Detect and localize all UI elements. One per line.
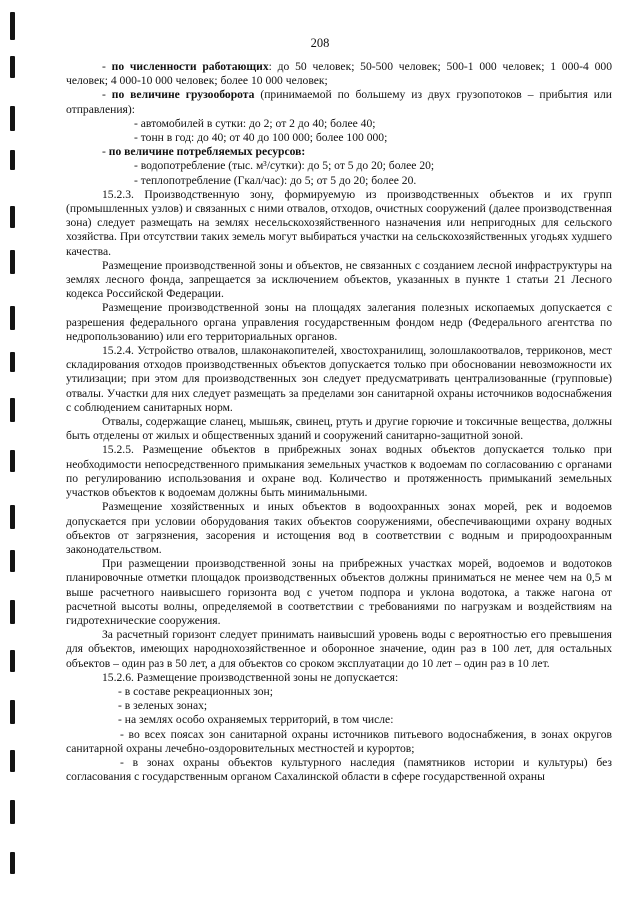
list-item-cargo: - по величине грузооборота (принимаемой по большему из двух грузопотоков – прибытия или отправления): (66, 88, 612, 116)
paragraph: Отвалы, содержащие сланец, мышьяк, свинец, ртуть и другие горючие и токсичные вещества, должны быть отделены от жилых и общественных зданий и сооружений санитарно-защитной зоной. (66, 415, 612, 443)
document-body (66, 60, 612, 784)
paragraph: 15.2.5. Размещение объектов в прибрежных зонах водных объектов допускается только при необходимости непосредственного примыкания земельных участков к водоемам по согласованию с органами по регулированию использования и охране вод. Количество и протяженность примыканий земельных участков объектов к водоемам должны быть минимальными. (66, 443, 612, 500)
scan-edge-mark (10, 650, 15, 672)
list-item: - в составе рекреационных зон; (118, 684, 273, 698)
scan-edge-mark (10, 352, 15, 372)
scan-edge-mark (10, 700, 15, 724)
list-item: - в зеленых зонах; (118, 699, 208, 713)
scan-edge-mark (10, 398, 15, 422)
scan-edge-mark (10, 750, 15, 772)
sub-item: - автомобилей в сутки: до 2; от 2 до 40; более 40; (134, 116, 376, 130)
sub-item: - тонн в год: до 40; от 40 до 100 000; более 100 000; (134, 131, 388, 145)
scan-edge-mark (10, 206, 15, 228)
list-item-employees: - по численности работающих: до 50 человек; 50-500 человек; 500-1 000 человек; 1 000-4 000 человек; 4 000-10 000 человек; более 10 000 человек; (66, 60, 613, 88)
scan-edge-mark (10, 550, 15, 572)
paragraph: Размещение производственной зоны и объектов, не связанных с созданием лесной инфраструктуры на землях лесного фонда, запрещается за исключением объектов, указанных в пункте 1 статьи 21 Лесного кодекса Российской Федерации. (66, 258, 612, 301)
scan-edge-mark (10, 150, 15, 170)
paragraph: Размещение хозяйственных и иных объектов в водоохранных зонах морей, рек и водоемов допускается при условии оборудования таких объектов сооружениями, обеспечивающими охрану водных объектов от загрязнения, засорения и истощения вод в соответствии с водным и природоохранным законодательством. (66, 500, 612, 556)
criterion-values: : до 50 человек; 50-500 человек; 500-1 000 человек; 1 000-4 000 человек; 4 000-10 000 человек; более 10 000 человек; (66, 60, 613, 88)
criterion-values: (принимаемой по большему из двух грузопотоков – прибытия или отправления): (66, 88, 612, 116)
paragraph: За расчетный горизонт следует принимать наивысший уровень воды с вероятностью его превышения для объектов, имеющих народнохозяйственное и оборонное значение, один раз в 100 лет, для остальных объектов – один раз в 50 лет, а для объектов со сроком эксплуатации до 10 лет – один раз в 10 лет. (66, 628, 612, 670)
paragraph: 15.2.3. Производственную зону, формируемую из производственных объектов и их групп (промышленных узлов) и связанных с ними отвалов, отходов, очистных сооружений (далее производственная зона) следует размещать на землях несельскохозяйственного назначения или непригодных для сельского хозяйства. При отсутствии таких земель могут выбираться участки на сельскохозяйственных угодьях худшего качества. (66, 187, 612, 258)
sub-item: - теплопотребление (Гкал/час): до 5; от 5 до 20; более 20. (134, 173, 417, 187)
sub-item: - в зонах охраны объектов культурного наследия (памятников истории и культуры) без согласования с государственным органом Сахалинской области в сфере государственной охраны (66, 755, 612, 784)
scan-edge-mark (10, 56, 15, 78)
scan-edge-mark (10, 306, 15, 330)
scan-edge-mark (10, 600, 15, 624)
scan-edge-mark (10, 250, 15, 274)
scan-edge-mark (10, 505, 15, 529)
paragraph: При размещении производственной зоны на прибрежных участках морей, водоемов и водотоков планировочные отметки площадок производственных объектов должны приниматься не менее чем на 0,5 м выше расчетного наивысшего горизонта вод с учетом подпора и уклона водотока, а также нагона от расчетной высоты волны, определяемой в соответствии с требованиями по нагрузкам и воздействиям на гидротехнические сооружения. (66, 557, 612, 627)
paragraph: 15.2.6. Размещение производственной зоны не допускается: (102, 670, 399, 684)
paragraph: Размещение производственной зоны на площадях залегания полезных ископаемых допускается с разрешения федерального органа управления государственным фондом недр (Федерального агентства по недропользованию) или его территориальных органов. (66, 301, 612, 343)
sub-item: - водопотребление (тыс. м³/сутки): до 5; от 5 до 20; более 20; (134, 159, 435, 173)
page-number: 208 (310, 36, 330, 50)
criterion-label: по величине грузооборота (111, 88, 255, 102)
criterion-label: по численности работающих (111, 60, 269, 73)
list-item: - на землях особо охраняемых территорий, в том числе: (118, 713, 394, 727)
scan-edge-mark (10, 800, 15, 824)
sub-item: - во всех поясах зон санитарной охраны источников питьевого водоснабжения, в зонах округов санитарной охраны лечебно-оздоровительных местностей и курортов; (66, 727, 612, 755)
scan-edge-mark (10, 106, 15, 131)
scan-edge-mark (10, 450, 15, 472)
paragraph: 15.2.4. Устройство отвалов, шлаконакопителей, хвостохранилищ, золошлакоотвалов, терриконов, мест складирования отходов производственных объектов допускается только при обосновании невозможности их утилизации; при этом для производственных зон следует предусматривать централизованные (групповые) отвалы. Участки для них следует размещать за пределами зон санитарной охраны источников водоснабжения с соблюдением санитарных норм. (66, 344, 612, 414)
scan-edge-mark (10, 852, 15, 874)
list-item-resources: - по величине потребляемых ресурсов: (102, 145, 306, 159)
criterion-label: по величине потребляемых ресурсов (108, 145, 302, 159)
